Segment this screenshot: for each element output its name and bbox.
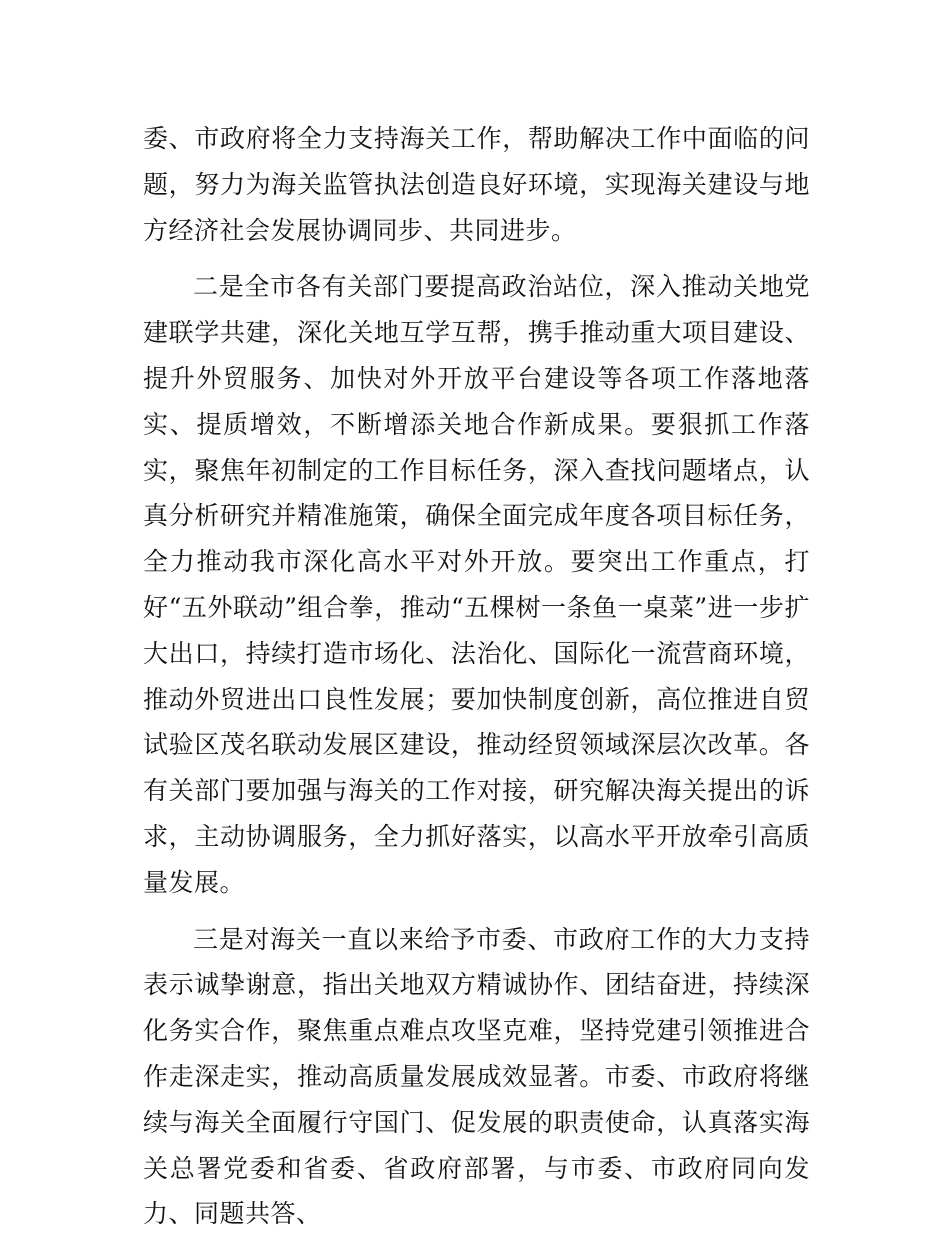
paragraph-point-two: 二是全市各有关部门要提高政治站位，深入推动关地党建联学共建，深化关地互学互帮，携手推动重大项目建设、提升外贸服务、加快对外开放平台建设等各项工作落地落实、提质增效，不断增添关地合作新成果。要狠抓工作落实，聚焦年初制定的工作目标任务，深入查找问题堵点，认真分析研究并精准施策，确保全面完成年度各项目标任务，全力推动我市深化高水平对外开放。要突出工作重点，打好“五外联动”组合拳，推动“五棵树一条鱼一桌菜”进一步扩大出口，持续打造市场化、法治化、国际化一流营商环境，推动外贸进出口良性发展；要加快制度创新，高位推进自贸试验区茂名联动发展区建设，推动经贸领域深层次改革。各有关部门要加强与海关的工作对接，研究解决海关提出的诉求，主动协调服务，全力抓好落实，以高水平开放牵引高质量发展。 (143, 272, 810, 897)
paragraph-point-three: 三是对海关一直以来给予市委、市政府工作的大力支持表示诚挚谢意，指出关地双方精诚协作、团结奋进，持续深化务实合作，聚焦重点难点攻坚克难，坚持党建引领推进合作走深走实，推动高质量发展成效显著。市委、市政府将继续与海关全面履行守国门、促发展的职责使命，认真落实海关总署党委和省委、省政府部署，与市委、市政府同向发力、同题共答、 (143, 924, 810, 1229)
paragraph-continuation: 委、市政府将全力支持海关工作，帮助解决工作中面临的问题，努力为海关监管执法创造良好环境，实现海关建设与地方经济社会发展协调同步、共同进步。 (143, 124, 810, 245)
document-body (143, 116, 810, 1237)
